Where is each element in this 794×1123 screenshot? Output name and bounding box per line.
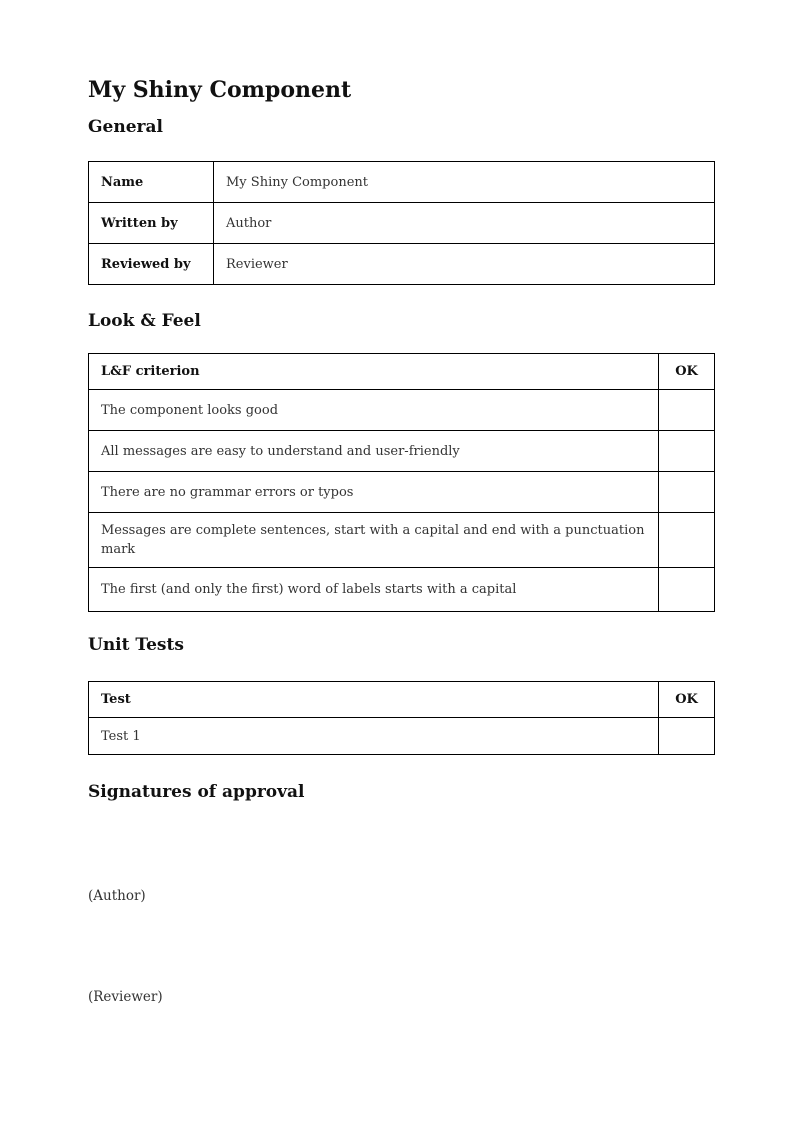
criterion-text: The first (and only the first) word of labels starts with a capital: [89, 568, 659, 612]
criterion-text: There are no grammar errors or typos: [89, 472, 659, 513]
row-label: Written by: [89, 203, 214, 244]
row-value: Reviewer: [214, 244, 715, 285]
ok-checkbox-cell: [659, 568, 715, 612]
ok-checkbox-cell: [659, 472, 715, 513]
table-header-row: [89, 682, 715, 718]
table-header-row: [89, 354, 715, 390]
signature-line-author: (Author): [88, 888, 146, 904]
general-table: [88, 161, 715, 285]
page-title: My Shiny Component: [88, 77, 352, 103]
general-row-name: [89, 162, 715, 203]
test-name: Test 1: [89, 718, 659, 755]
test-row: [89, 718, 715, 755]
criterion-row: [89, 568, 715, 612]
row-value: My Shiny Component: [214, 162, 715, 203]
ok-checkbox-cell: [659, 513, 715, 568]
general-row-written-by: [89, 203, 715, 244]
criterion-row: [89, 431, 715, 472]
criterion-row: [89, 472, 715, 513]
document-content: [88, 0, 715, 1007]
criterion-text: All messages are easy to understand and user-friendly: [89, 431, 659, 472]
column-header-test: Test: [89, 682, 659, 718]
section-heading-unit-tests: Unit Tests: [88, 635, 184, 655]
unit-tests-table: [88, 681, 715, 755]
section-heading-signatures: Signatures of approval: [88, 782, 305, 802]
section-heading-general: General: [88, 117, 163, 137]
column-header-criterion: L&F criterion: [89, 354, 659, 390]
criterion-text: The component looks good: [89, 390, 659, 431]
row-label: Name: [89, 162, 214, 203]
ok-checkbox-cell: [659, 390, 715, 431]
look-and-feel-table: [88, 353, 715, 612]
general-row-reviewed-by: [89, 244, 715, 285]
signature-line-reviewer: (Reviewer): [88, 989, 163, 1005]
row-value: Author: [214, 203, 715, 244]
column-header-ok: OK: [659, 682, 715, 718]
ok-checkbox-cell: [659, 431, 715, 472]
criterion-row: [89, 513, 715, 568]
criterion-row: [89, 390, 715, 431]
section-heading-look-and-feel: Look & Feel: [88, 311, 201, 331]
row-label: Reviewed by: [89, 244, 214, 285]
ok-checkbox-cell: [659, 718, 715, 755]
criterion-text: Messages are complete sentences, start with a capital and end with a punctuation mark: [89, 513, 659, 568]
column-header-ok: OK: [659, 354, 715, 390]
